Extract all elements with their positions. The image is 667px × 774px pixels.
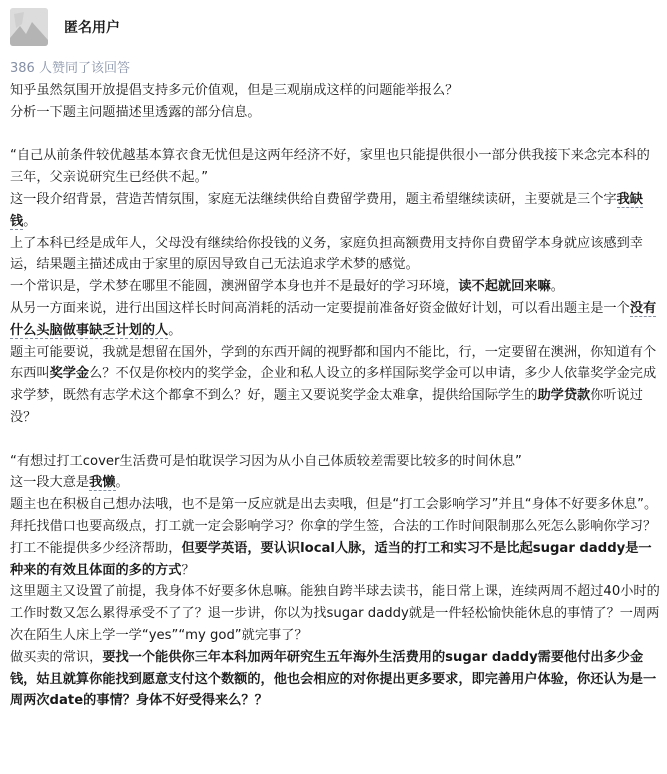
answer-paragraph (10, 298, 660, 342)
highlighted-text: 但要学英语，要认识local人脉，适当的打工和实习不是比起sugar daddy是一种来的有效且体面的多的方式 (10, 540, 652, 578)
answer-paragraph (10, 189, 660, 233)
paragraph-spacer (10, 429, 660, 451)
highlighted-text: 没有什么头脑做事缺乏计划的人 (10, 300, 657, 338)
paragraph-text: 么？不仅是你校内的奖学金，企业和私人设立的多样国际奖学金可以申请，多少人依靠奖学金完成求学梦，既然有志学术这个都拿不到么？好，题主又要说奖学金太难拿，提供给国际学生的 (10, 366, 657, 404)
paragraph-text: 。 (115, 475, 129, 491)
paragraph-text: ？ (181, 562, 195, 578)
author-header (10, 6, 120, 48)
highlighted-text: 要找一个能供你三年本科加两年研究生五年海外生活费用的sugar daddy需要他付出多少金钱，姑且就算你能找到愿意支付这个数额的，他也会相应的对你提出更多要求，即完善用户体验，你还认为是一周两次date的事情？身体不好受得来么？？ (10, 649, 657, 709)
answer-paragraph (10, 80, 660, 102)
paragraph-text: 题主也在积极自己想办法哦，也不是第一反应就是出去卖哦，但是“打工会影响学习”并且“身体不好要多休息”。拜托找借口也要高级点，打工就一定会影响学习？你拿的学生签，合法的工作时间限制那么死怎么影响你学习？打工不能提供多少经济帮助， (10, 497, 658, 556)
upvote-count: 386 人赞同了该回答 (10, 61, 130, 76)
paragraph-text: 这里题主又设置了前提，我身体不好要多休息嘛。能独自跨半球去读书，能日常上课，连续两周不超过40小时的工作时数又怎么累得承受不了了？退一步讲，你以为找sugar daddy就是一件轻松愉快能休息的事情了？一周两次在陌生人床上学一学“yes”“my god”就完事了？ (10, 584, 660, 643)
answer-paragraph (10, 102, 660, 124)
paragraph-text: 。 (168, 322, 182, 338)
answer-paragraph (10, 451, 660, 473)
paragraph-text: 一个常识是，学术梦在哪里不能圆，澳洲留学本身也并不是最好的学习环境， (10, 279, 459, 295)
answer-paragraph (10, 145, 660, 189)
paragraph-text: 题主可能要说，我就是想留在国外，学到的东西开阔的视野都和国内不能比，行，一定要留在澳洲，你知道有个东西叫 (10, 344, 657, 382)
answer-paragraph (10, 581, 660, 646)
paragraph-spacer (10, 124, 660, 146)
answer-paragraph (10, 342, 660, 429)
paragraph-text: 这一段介绍背景，营造苦情氛围，家庭无法继续供给自费留学费用，题主希望继续读研，主要就是三个字 (10, 191, 617, 207)
highlighted-text: 读不起就回来嘛 (458, 279, 551, 295)
highlighted-text: 奖学金 (49, 366, 90, 382)
paragraph-text: 从另一方面来说，进行出国这样长时间高消耗的活动一定要提前准备好资金做好计划，可以看出题主是一个 (10, 300, 630, 316)
highlighted-text: 我缺钱 (10, 191, 643, 229)
paragraph-text: 做买卖的常识， (10, 649, 103, 665)
paragraph-text: 知乎虽然氛围开放提倡支持多元价值观，但是三观崩成这样的问题能举报么？ (10, 83, 459, 98)
highlighted-text: 助学贷款 (537, 388, 591, 404)
anonymous-avatar-icon[interactable] (10, 8, 48, 46)
answer-paragraph (10, 647, 660, 712)
paragraph-text: 分析一下题主问题描述里透露的部分信息。 (10, 104, 261, 120)
answer-paragraph (10, 233, 660, 277)
paragraph-text: “有想过打工cover生活费可是怕耽误学习因为从小自己体质较差需要比较多的时间休息” (10, 453, 522, 469)
paragraph-text: 上了本科已经是成年人，父母没有继续给你投钱的义务，家庭负担高额费用支持你自费留学本身就应该感到幸运，结果题主描述成由于家里的原因导致自己无法追求学术梦的感觉。 (10, 235, 643, 273)
answer-paragraph (10, 472, 660, 494)
answer-paragraph (10, 494, 660, 581)
paragraph-text: 你听说过没？ (10, 388, 643, 425)
highlighted-text: 我懒 (89, 475, 116, 491)
paragraph-text: 这一段大意是 (10, 475, 90, 491)
answer-content (10, 80, 660, 712)
author-name[interactable]: 匿名用户 (64, 20, 120, 36)
paragraph-text: “自己从前条件较优越基本算衣食无忧但是这两年经济不好，家里也只能提供很小一部分供我接下来念完本科的三年，父亲说研究生已经供不起。” (10, 148, 650, 186)
paragraph-text: 。 (23, 213, 37, 229)
paragraph-text: 。 (550, 279, 564, 295)
answer-paragraph (10, 276, 660, 298)
